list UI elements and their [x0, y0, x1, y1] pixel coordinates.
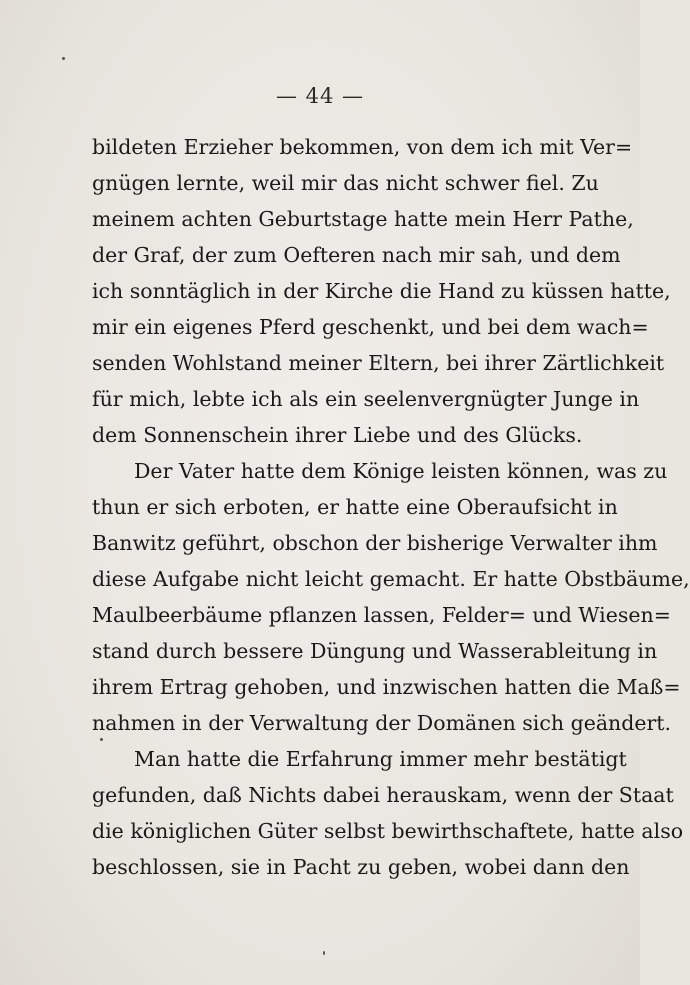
text-line: stand durch bessere Düngung und Wasserableitung in	[92, 639, 658, 663]
margin-speck	[100, 738, 103, 741]
text-line: thun er sich erboten, er hatte eine Oberaufsicht in	[92, 495, 618, 519]
text-line: ihrem Ertrag gehoben, und inzwischen hatten die Maß=	[92, 675, 681, 699]
text-line: beschlossen, sie in Pacht zu geben, wobei dann den	[92, 855, 630, 879]
text-line: Maulbeerbäume pflanzen lassen, Felder= und Wiesen=	[92, 603, 671, 627]
page-number: — 44 —	[275, 84, 365, 108]
margin-speck	[323, 951, 325, 955]
text-line: Banwitz geführt, obschon der bisherige Verwalter ihm	[92, 531, 658, 555]
text-line: senden Wohlstand meiner Eltern, bei ihrer Zärtlichkeit	[92, 351, 665, 375]
text-line: gefunden, daß Nichts dabei herauskam, wenn der Staat	[92, 783, 674, 807]
paragraph-first-line: Der Vater hatte dem Könige leisten können, was zu	[134, 459, 668, 483]
paragraph-first-line: Man hatte die Erfahrung immer mehr bestätigt	[134, 747, 627, 771]
text-line: dem Sonnenschein ihrer Liebe und des Glücks.	[92, 423, 583, 447]
text-line: mir ein eigenes Pferd geschenkt, und bei dem wach=	[92, 315, 649, 339]
text-line: nahmen in der Verwaltung der Domänen sich geändert.	[92, 711, 672, 735]
text-line: für mich, lebte ich als ein seelenvergnügter Junge in	[92, 387, 640, 411]
margin-speck	[62, 57, 65, 60]
text-line: ich sonntäglich in der Kirche die Hand zu küssen hatte,	[92, 279, 671, 303]
text-line: die königlichen Güter selbst bewirthschaftete, hatte also	[92, 819, 684, 843]
text-line: meinem achten Geburtstage hatte mein Herr Pathe,	[92, 207, 634, 231]
text-line: gnügen lernte, weil mir das nicht schwer fiel. Zu	[92, 171, 599, 195]
text-line: der Graf, der zum Oefteren nach mir sah, und dem	[92, 243, 621, 267]
text-line: diese Aufgabe nicht leicht gemacht. Er hatte Obstbäume,	[92, 567, 690, 591]
text-line: bildeten Erzieher bekommen, von dem ich mit Ver=	[92, 135, 633, 159]
